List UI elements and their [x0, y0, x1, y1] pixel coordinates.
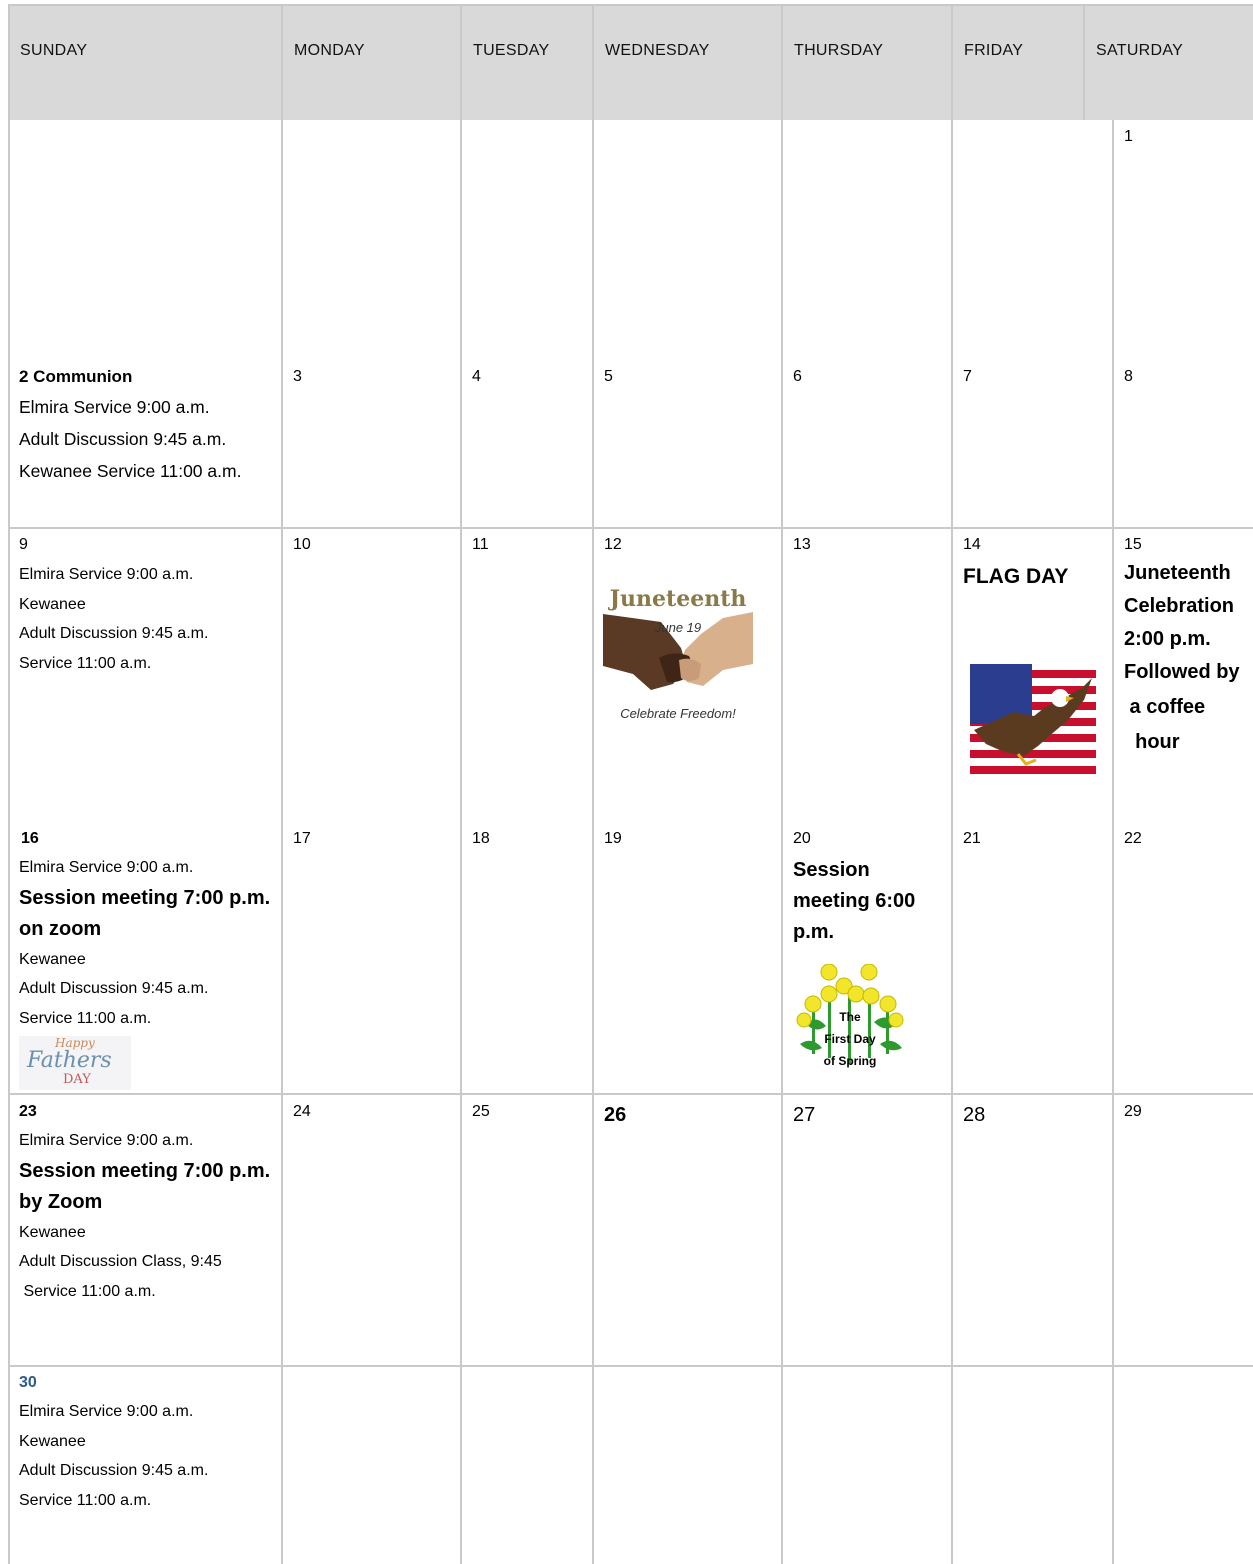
- session-meeting-text: meeting 6:00: [793, 890, 916, 912]
- date-cell-8: [1124, 367, 1133, 387]
- event-text: Followed by: [1124, 661, 1240, 683]
- day-label: SATURDAY: [1096, 42, 1184, 59]
- date-number: 4: [472, 368, 481, 385]
- date-cell-29: [1124, 1102, 1142, 1122]
- date-number: 15: [1124, 536, 1142, 553]
- date-cell-12: [604, 535, 622, 555]
- session-meeting-text: by Zoom: [19, 1190, 103, 1213]
- session-meeting-text: on zoom: [19, 917, 102, 940]
- header-sunday: [8, 4, 282, 120]
- date-cell-16: [21, 829, 39, 849]
- date-cell-22: [1124, 829, 1142, 849]
- date-cell-5: [604, 367, 613, 387]
- header-wednesday: [593, 4, 782, 120]
- event-text: 2:00 p.m.: [1124, 628, 1211, 650]
- date-number: 6: [793, 368, 802, 385]
- event-text: Kewanee: [19, 1432, 86, 1450]
- fathers-day-image: [19, 1036, 131, 1090]
- date-cell-7: [963, 367, 972, 387]
- spring-flowers-image: [796, 964, 904, 1072]
- flag-day-label: FLAG DAY: [963, 565, 1069, 588]
- date-cell-23: [19, 1102, 270, 1306]
- date-cell-24: [293, 1102, 311, 1122]
- date-number: 25: [472, 1103, 490, 1120]
- grid-line: [592, 4, 594, 1564]
- date-cell-13: [793, 535, 811, 555]
- date-number: 2 Communion: [19, 367, 133, 386]
- session-meeting-text: p.m.: [793, 921, 835, 943]
- date-number: 24: [293, 1103, 311, 1120]
- day-label: SUNDAY: [20, 42, 88, 59]
- date-cell-10: [293, 535, 311, 555]
- date-number: 21: [963, 830, 981, 847]
- event-text: Kewanee Service 11:00 a.m.: [19, 461, 242, 481]
- date-number: 28: [963, 1104, 986, 1126]
- date-number: 13: [793, 536, 811, 553]
- event-text: Elmira Service 9:00 a.m.: [19, 1132, 194, 1149]
- date-cell-25: [472, 1102, 490, 1122]
- header-saturday: [1084, 4, 1253, 120]
- date-cell-4: [472, 367, 481, 387]
- event-text: Juneteenth: [1124, 562, 1231, 584]
- event-text: a coffee: [1124, 696, 1206, 718]
- juneteenth-caption: Celebrate Freedom!: [620, 706, 736, 721]
- header-friday: [952, 4, 1084, 120]
- event-text: Elmira Service 9:00 a.m.: [19, 1403, 194, 1420]
- event-text: Adult Discussion 9:45 a.m.: [19, 980, 209, 997]
- spring-text: The: [839, 1010, 861, 1024]
- date-cell-21: [963, 829, 981, 849]
- date-number: 20: [793, 830, 811, 847]
- date-cell-9: [19, 535, 208, 678]
- date-number: 10: [293, 536, 311, 553]
- event-text: Elmira Service 9:00 a.m.: [19, 566, 194, 583]
- grid-line: [8, 527, 1253, 529]
- date-number: 3: [293, 368, 302, 385]
- day-label: FRIDAY: [964, 42, 1024, 59]
- date-cell-18: [472, 829, 490, 849]
- grid-line: [8, 4, 1253, 6]
- day-label: WEDNESDAY: [605, 42, 710, 59]
- grid-line: [781, 4, 783, 1564]
- grid-line: [8, 1365, 1253, 1367]
- date-number: 18: [472, 830, 490, 847]
- date-number: 8: [1124, 368, 1133, 385]
- date-number: 23: [19, 1103, 37, 1120]
- event-text: Service 11:00 a.m.: [19, 1491, 152, 1509]
- date-cell-20: [793, 829, 915, 948]
- date-cell-2: [19, 367, 241, 487]
- date-cell-28: [963, 1102, 985, 1128]
- session-meeting-text: Session meeting 7:00 p.m.: [19, 1159, 271, 1182]
- date-cell-11: [472, 535, 489, 555]
- day-label: THURSDAY: [794, 42, 884, 59]
- flag-eagle-image: [964, 660, 1100, 784]
- event-text: Adult Discussion 9:45 a.m.: [19, 1462, 209, 1479]
- date-cell-30: [19, 1373, 208, 1515]
- date-cell-3: [293, 367, 302, 387]
- date-number: 26: [604, 1104, 627, 1126]
- grid-line: [460, 4, 462, 1564]
- juneteenth-title: Juneteenth: [609, 586, 747, 612]
- date-number: 17: [293, 830, 311, 847]
- event-text: Adult Discussion 9:45 a.m.: [19, 625, 209, 642]
- date-number: 16: [21, 830, 39, 847]
- spring-text: First Day: [824, 1032, 876, 1046]
- day-label: TUESDAY: [473, 42, 550, 59]
- session-meeting-text: Session: [793, 859, 870, 881]
- date-number: 1: [1124, 128, 1133, 145]
- header-monday: [282, 4, 461, 120]
- date-cell-6: [793, 367, 802, 387]
- fathers-day-line: Fathers: [27, 1048, 112, 1073]
- day-label: MONDAY: [294, 42, 365, 59]
- juneteenth-date: June 19: [654, 620, 702, 635]
- grid-line: [8, 4, 10, 1564]
- date-cell-14: [963, 535, 1068, 592]
- date-cell-17: [293, 829, 311, 849]
- fathers-day-line: Happy: [55, 1036, 95, 1050]
- date-number: 14: [963, 536, 981, 553]
- date-number: 19: [604, 830, 622, 847]
- grid-line: [951, 4, 953, 1564]
- fathers-day-line: DAY: [63, 1072, 91, 1087]
- date-cell-26: [604, 1102, 626, 1128]
- juneteenth-image: [603, 586, 753, 732]
- event-text: Elmira Service 9:00 a.m.: [19, 859, 194, 876]
- header-tuesday: [461, 4, 593, 120]
- date-number: 12: [604, 536, 622, 553]
- event-text: Adult Discussion 9:45 a.m.: [19, 429, 227, 449]
- event-text: Kewanee: [19, 1223, 86, 1241]
- date-cell-1: [1124, 127, 1133, 147]
- header-thursday: [782, 4, 952, 120]
- spring-text: of Spring: [823, 1054, 877, 1068]
- date-number: 7: [963, 368, 972, 385]
- date-cell-16-events: [19, 853, 270, 1033]
- grid-line: [1112, 120, 1114, 1564]
- grid-line: [8, 1093, 1253, 1095]
- date-number: 11: [472, 536, 489, 553]
- event-text: Celebration: [1124, 595, 1235, 617]
- event-text: Adult Discussion Class, 9:45: [19, 1253, 222, 1270]
- date-number: 29: [1124, 1103, 1142, 1120]
- event-text: hour: [1124, 731, 1180, 753]
- grid-line: [1083, 4, 1085, 120]
- event-text: Kewanee: [19, 950, 86, 968]
- event-text: Service 11:00 a.m.: [19, 654, 152, 672]
- event-text: Service 11:00 a.m.: [19, 1009, 152, 1027]
- event-text: Service 11:00 a.m.: [19, 1282, 156, 1300]
- date-cell-19: [604, 829, 622, 849]
- date-number: 30: [19, 1374, 37, 1391]
- event-text: Elmira Service 9:00 a.m.: [19, 397, 210, 417]
- date-number: 9: [19, 536, 28, 553]
- session-meeting-text: Session meeting 7:00 p.m.: [19, 886, 271, 909]
- date-number: 5: [604, 368, 613, 385]
- grid-line: [281, 4, 283, 1564]
- date-cell-27: [793, 1102, 815, 1128]
- event-text: Kewanee: [19, 595, 86, 613]
- date-cell-15: [1124, 535, 1240, 760]
- date-number: 22: [1124, 830, 1142, 847]
- american-flag-icon: [964, 660, 1100, 784]
- date-number: 27: [793, 1104, 816, 1126]
